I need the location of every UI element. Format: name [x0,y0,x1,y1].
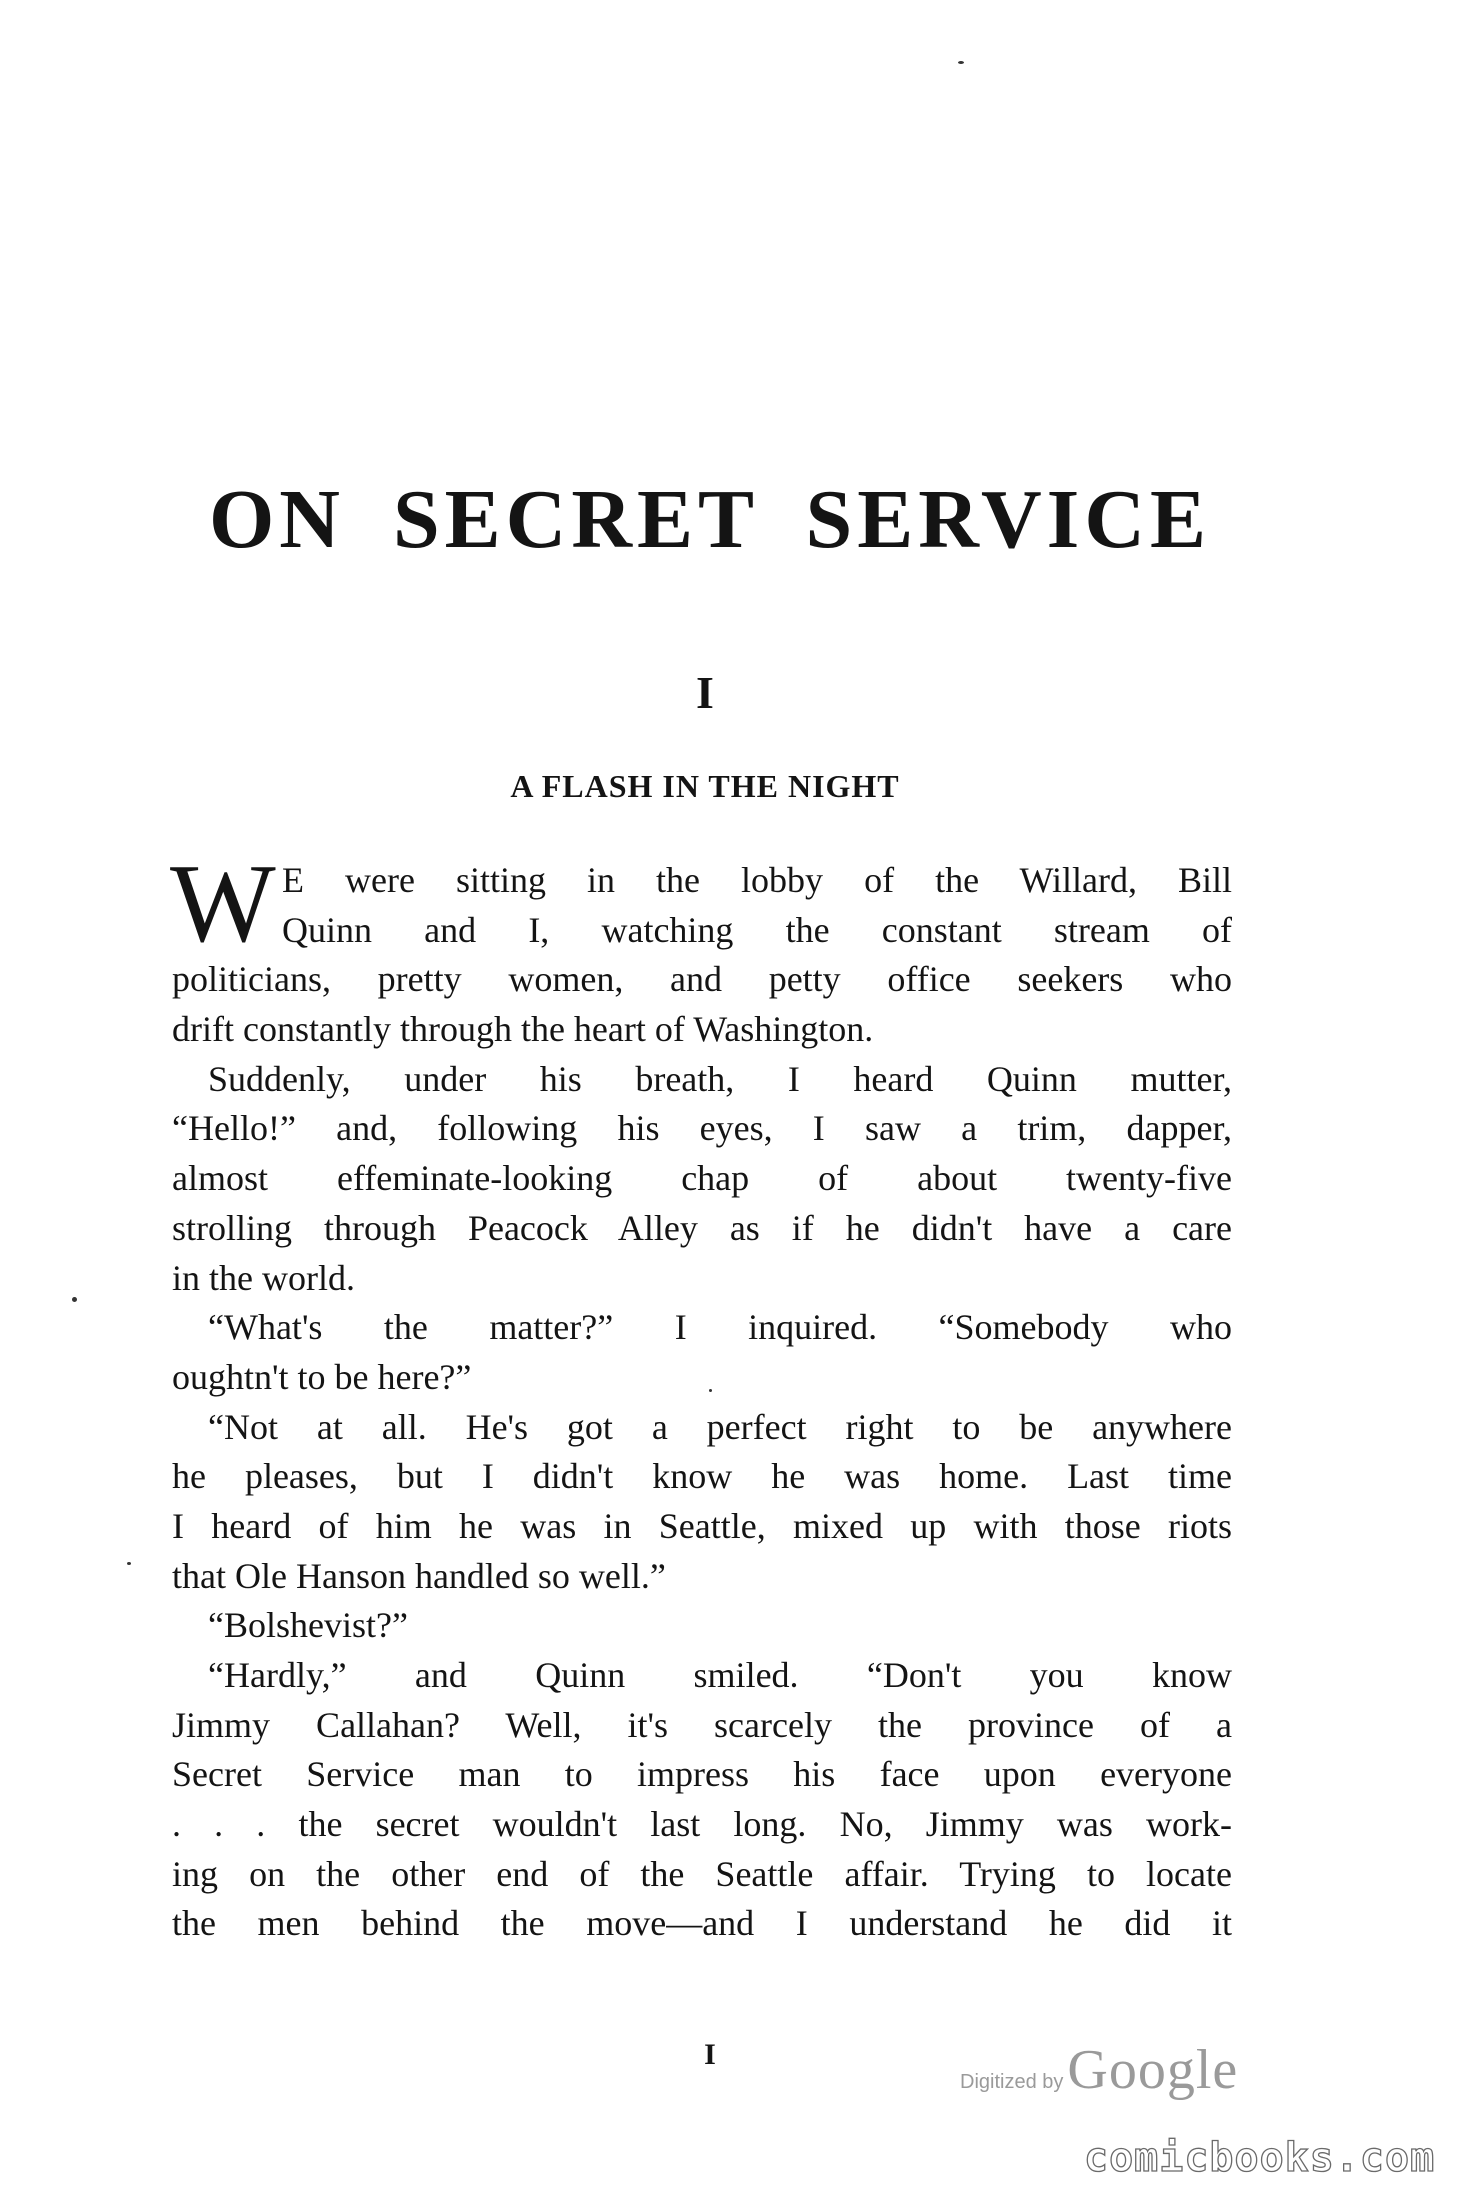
scan-speck [709,1389,712,1392]
chapter-title: A FLASH IN THE NIGHT [510,768,900,804]
line-text: E were sitting in the lobby of the Willard, Bill [282,860,1232,900]
text-line: the men behind the move—and I understand he did it [172,1903,1232,1944]
digitized-by-google-mark [960,2038,1238,2102]
text-line: almost effeminate-looking chap of about twenty-five [172,1158,1232,1199]
text-line: ing on the other end of the Seattle affair. Trying to locate [172,1853,1232,1894]
text-line: “Hardly,” and Quinn smiled. “Don't you know [208,1655,1232,1695]
scan-speck [72,1297,77,1302]
site-watermark: comicbooks.com [1084,2135,1436,2181]
text-line: drift constantly through the heart of Washington. [172,1009,874,1050]
text-line: “Hello!” and, following his eyes, I saw a trim, dapper, [172,1108,1232,1149]
text-line: politicians, pretty women, and petty office seekers who [172,959,1232,1000]
body-text [170,842,1232,1949]
text-line: Jimmy Callahan? Well, it's scarcely the province of a [172,1704,1232,1745]
text-line: that Ole Hanson handled so well.” [172,1555,666,1596]
text-line: Quinn and I, watching the constant stream of [282,909,1232,950]
text-line: Secret Service man to impress his face upon everyone [172,1754,1232,1795]
chapter-number: I [696,667,714,718]
text-line: in the world. [172,1257,355,1298]
text-line: I heard of him he was in Seattle, mixed up with those riots [172,1505,1232,1546]
scan-speck [127,1562,131,1565]
text-line: “Bolshevist?” [208,1605,408,1646]
text-line: strolling through Peacock Alley as if he didn't have a care [172,1207,1232,1248]
page-number: I [704,2038,716,2071]
drop-cap: W [170,842,276,966]
scan-speck [958,61,964,64]
text-line: oughtn't to be here?” [172,1356,472,1397]
text-line: “What's the matter?” I inquired. “Somebody who [208,1307,1232,1348]
text-line: he pleases, but I didn't know he was home. Last time [172,1456,1232,1497]
text-line: Suddenly, under his breath, I heard Quinn mutter, [208,1058,1232,1099]
book-title: ON SECRET SERVICE [208,473,1212,566]
text-line: “Not at all. He's got a perfect right to be anywhere [208,1406,1232,1447]
digitized-prefix: Digitized by [960,2071,1064,2093]
text-line: . . . the secret wouldn't last long. No, Jimmy was work- [172,1804,1232,1845]
google-logo-text: Google [1067,2039,1239,2101]
